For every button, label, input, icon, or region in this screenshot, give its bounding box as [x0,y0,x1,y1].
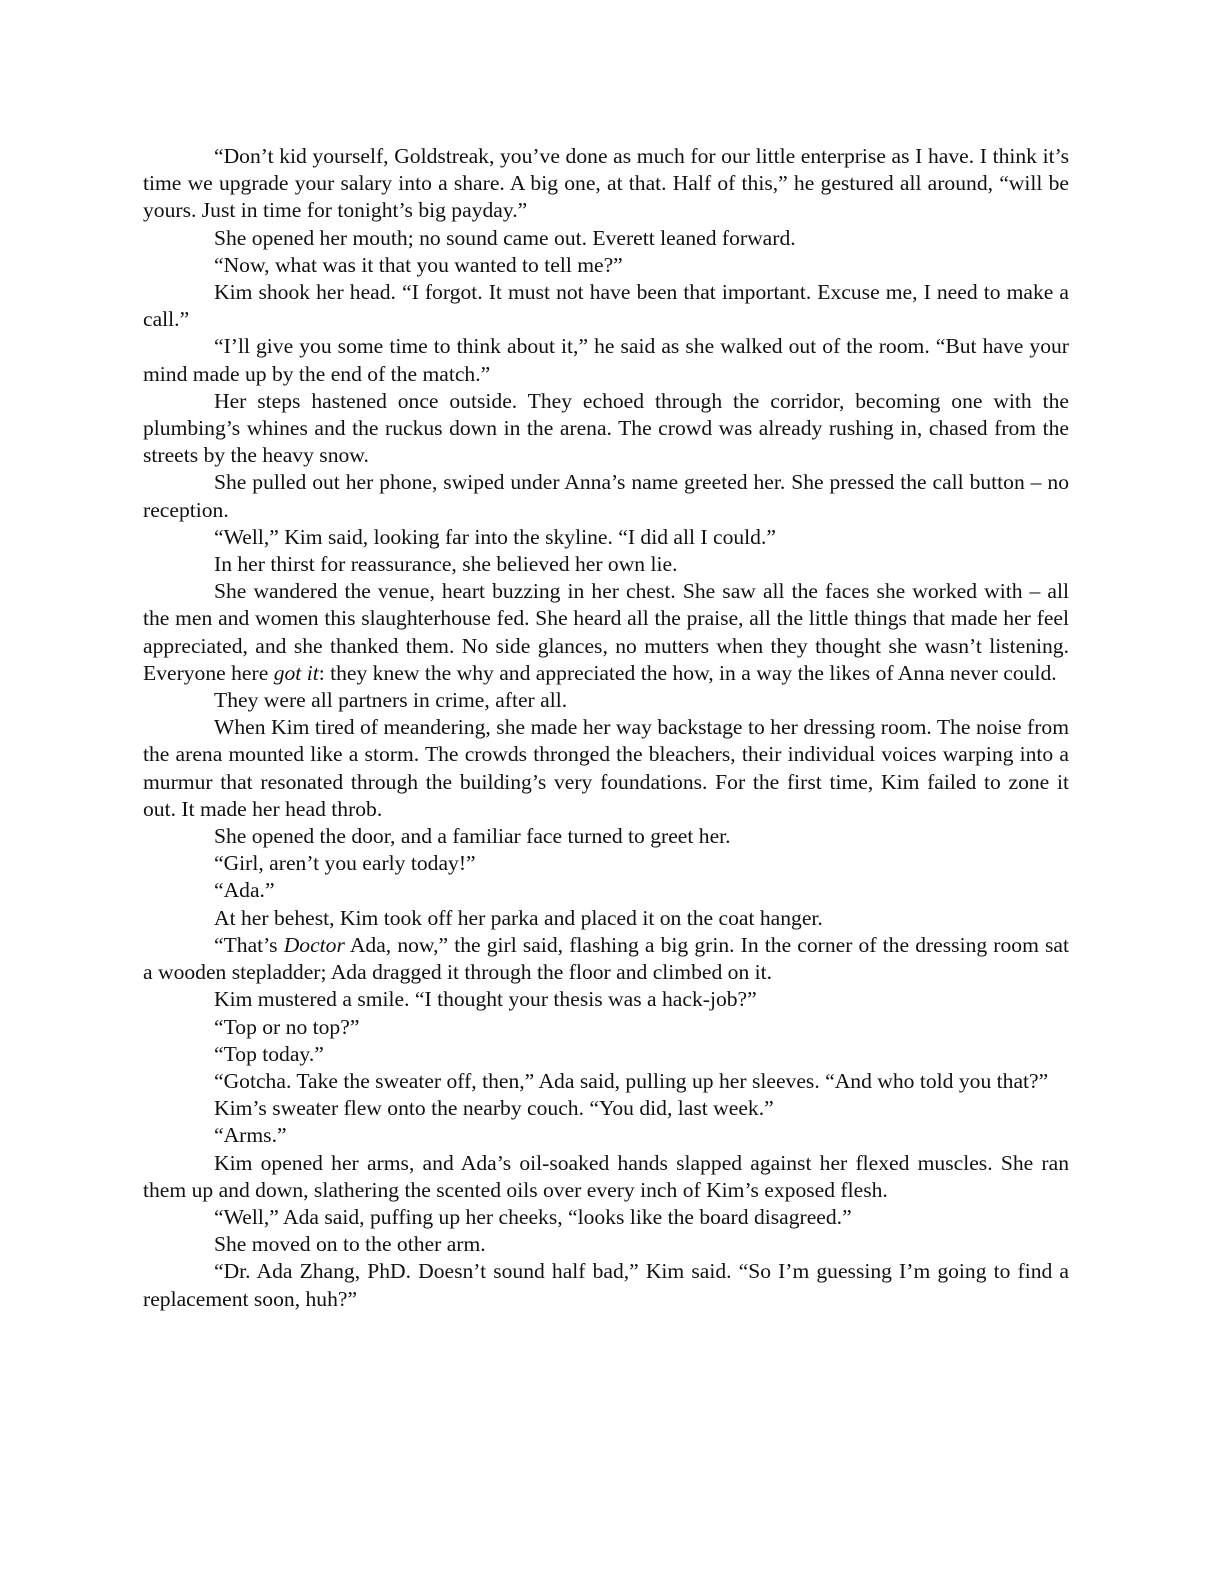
paragraph [143,714,1069,823]
text-segment: She pulled out her phone, swiped under Anna’s name greeted her. She pressed the call button – no reception. [143,470,1069,522]
text-segment: “Ada.” [214,878,275,903]
paragraph [143,932,1069,986]
paragraph [143,578,1069,687]
text-segment: When Kim tired of meandering, she made her way backstage to her dressing room. The noise from the arena mounted like a storm. The crowds thronged the bleachers, their individual voices warping into a murmur that resonated through the building’s very foundations. For the first time, Kim failed to zone it out. It made her head throb. [143,715,1069,821]
italic-text-segment: got it [273,660,319,685]
text-segment: “Arms.” [214,1123,287,1148]
paragraph [143,279,1069,333]
text-segment: She wandered the venue, heart buzzing in her chest. She saw all the faces she worked with – all the men and women this slaughterhouse fed. She heard all the praise, all the little things that made her feel appreciated, and she thanked them. No side glances, no mutters when they thought she wasn’t listening. Everyone here [143,579,1069,685]
italic-text-segment: Doctor [283,932,345,957]
text-segment: At her behest, Kim took off her parka and placed it on the coat hanger. [214,905,823,930]
text-segment: : they knew the why and appreciated the how, in a way the likes of Anna never could. [318,660,1057,685]
paragraph [143,1231,1069,1258]
text-segment: “Top or no top?” [214,1014,360,1039]
text-segment: In her thirst for reassurance, she believed her own lie. [214,552,678,577]
paragraph [143,333,1069,387]
paragraph [143,388,1069,470]
text-segment: Her steps hastened once outside. They echoed through the corridor, becoming one with the plumbing’s whines and the ruckus down in the arena. The crowd was already rushing in, chased from the streets by the heavy snow. [143,388,1069,468]
text-segment: “Now, what was it that you wanted to tell me?” [214,252,623,277]
text-segment: “That’s [214,932,284,957]
text-segment: Kim opened her arms, and Ada’s oil-soaked hands slapped against her flexed muscles. She ran them up and down, slathering the scented oils over every inch of Kim’s exposed flesh. [143,1150,1069,1202]
paragraph [143,850,1069,877]
paragraph [143,1258,1069,1312]
text-segment: Ada, now,” the girl said, flashing a big grin. In the corner of the dressing room sat a wooden stepladder; Ada dragged it through the floor and climbed on it. [143,932,1069,985]
paragraph [143,551,1069,578]
paragraph [143,687,1069,714]
text-segment: “Don’t kid yourself, Goldstreak, you’ve done as much for our little enterprise as I have. I think it’s time we upgrade your salary into a share. A big one, at that. Half of this,” he gestured all around, “will be yours. Just in time for tonight’s big payday.” [143,144,1069,223]
paragraph [143,823,1069,850]
paragraph [143,877,1069,904]
text-segment: She opened the door, and a familiar face turned to greet her. [214,824,731,849]
text-segment: Kim shook her head. “I forgot. It must not have been that important. Excuse me, I need to make a call.” [143,280,1069,332]
text-segment: “Well,” Ada said, puffing up her cheeks, “looks like the board disagreed.” [214,1204,852,1229]
paragraph [143,225,1069,252]
paragraph [143,469,1069,523]
paragraph [143,1150,1069,1204]
paragraph [143,1068,1069,1095]
paragraph [143,1014,1069,1041]
text-segment: They were all partners in crime, after all. [214,688,568,713]
text-segment: Kim’s sweater flew onto the nearby couch. “You did, last week.” [214,1096,774,1121]
text-segment: Kim mustered a smile. “I thought your thesis was a hack-job?” [214,987,757,1012]
paragraph [143,1041,1069,1068]
paragraph [143,1122,1069,1149]
text-segment: “Dr. Ada Zhang, PhD. Doesn’t sound half bad,” Kim said. “So I’m guessing I’m going to find a replacement soon, huh?” [143,1259,1069,1311]
text-segment: She moved on to the other arm. [214,1232,486,1257]
text-segment: “Top today.” [214,1041,324,1066]
paragraph [143,905,1069,932]
paragraph [143,986,1069,1013]
text-segment: “Girl, aren’t you early today!” [214,851,476,876]
paragraph [143,143,1069,225]
text-segment: She opened her mouth; no sound came out. Everett leaned forward. [214,225,796,250]
paragraph [143,524,1069,551]
paragraph [143,252,1069,279]
document-page [143,143,1069,1313]
paragraph [143,1204,1069,1231]
text-segment: “I’ll give you some time to think about it,” he said as she walked out of the room. “But have your mind made up by the end of the match.” [143,334,1069,386]
paragraph [143,1095,1069,1122]
text-segment: “Gotcha. Take the sweater off, then,” Ada said, pulling up her sleeves. “And who told you that?” [214,1068,1049,1093]
text-segment: “Well,” Kim said, looking far into the skyline. “I did all I could.” [214,524,776,549]
